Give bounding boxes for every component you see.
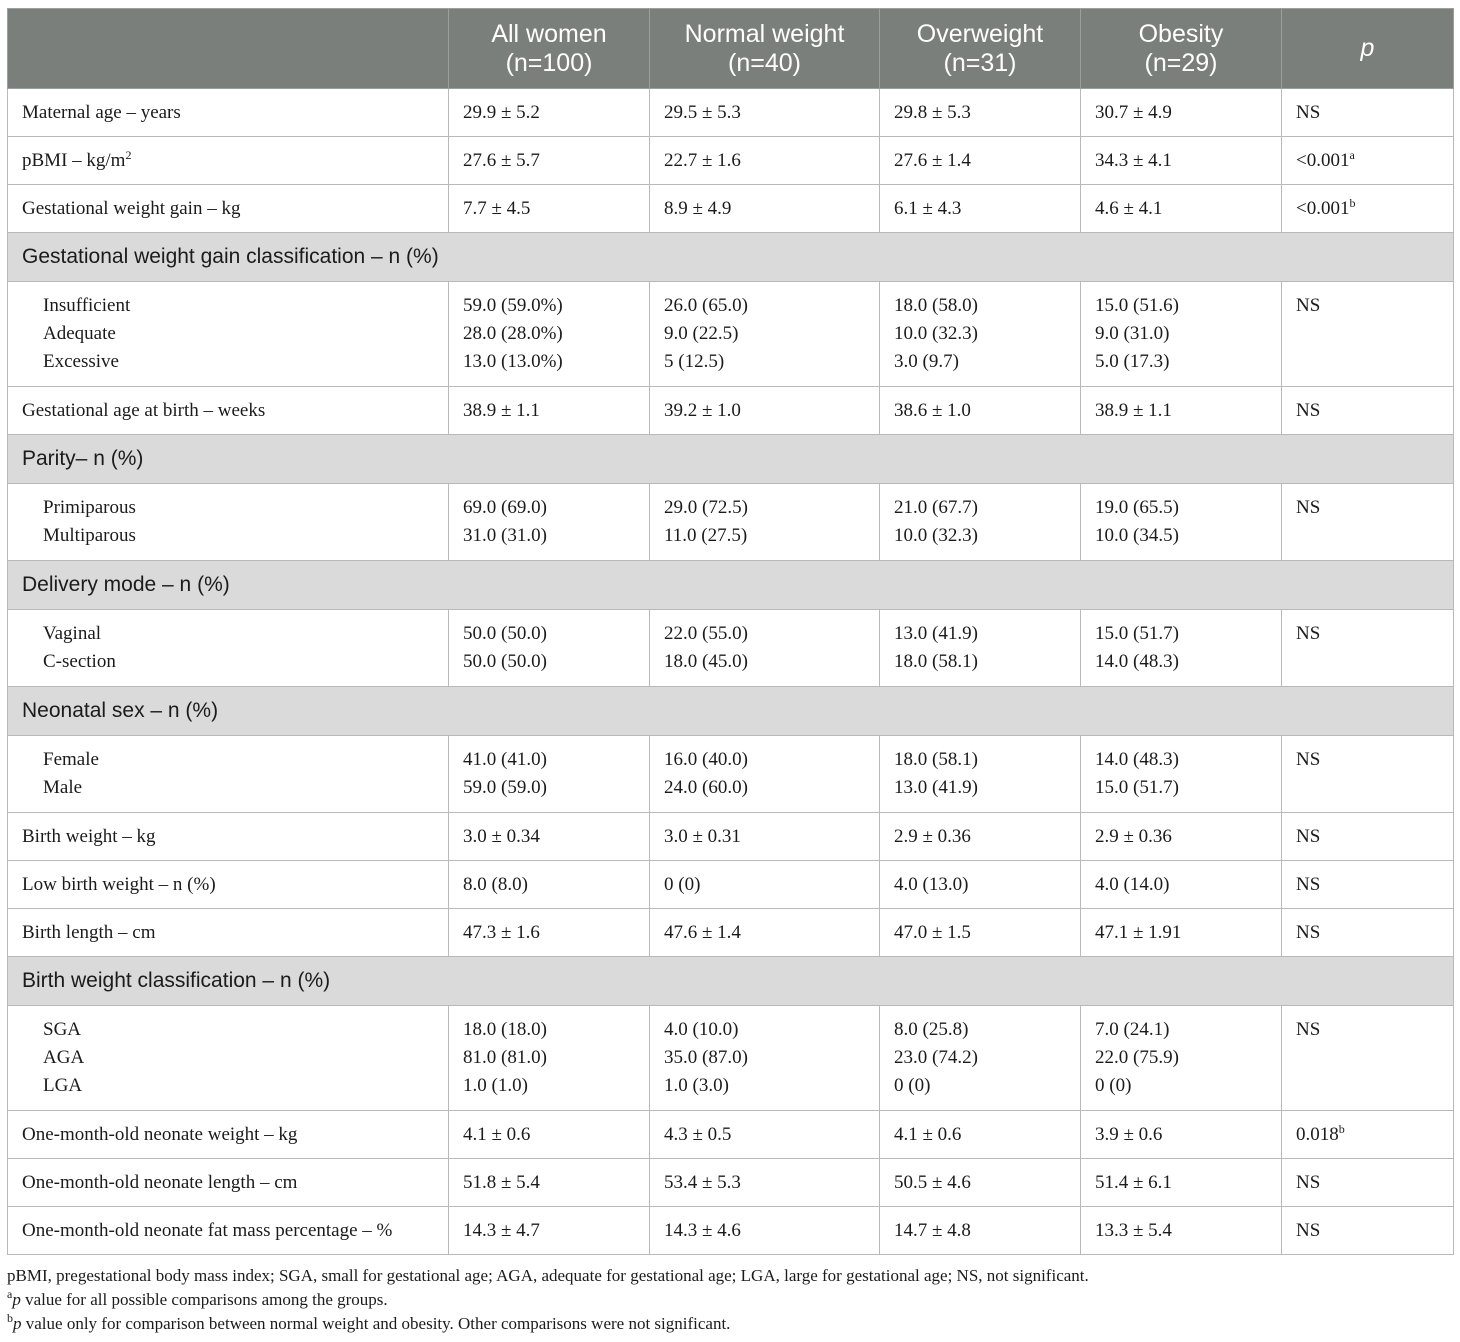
- cell-value: 29.0 (72.5): [664, 497, 748, 518]
- p-value: NS: [1296, 1171, 1321, 1193]
- value-cell: [449, 813, 650, 861]
- row-label: One-month-old neonate length – cm: [22, 1171, 298, 1193]
- row-label-cell: [8, 1159, 449, 1207]
- cell-value: 81.0 (81.0): [463, 1047, 547, 1068]
- value-cell: [1081, 137, 1282, 185]
- cell-value: 0 (0): [664, 873, 701, 895]
- value-cell: [1081, 89, 1282, 137]
- cell-value: 59.0 (59.0): [463, 777, 547, 798]
- p-value: NS: [1296, 295, 1321, 316]
- cell-value: 35.0 (87.0): [664, 1047, 748, 1068]
- cell-value: 47.6 ± 1.4: [664, 921, 741, 943]
- table-row: [8, 1159, 1454, 1207]
- value-cell: [650, 1159, 880, 1207]
- value-cell: [650, 736, 880, 813]
- footnote-b: $^b$p value only for comparison between normal weight and obesity. Other comparisons were not significant.: [7, 1311, 731, 1333]
- row-label-cell: [8, 1207, 449, 1255]
- p-value-cell: [1282, 387, 1454, 435]
- table-row: [8, 909, 1454, 957]
- p-value-cell: [1282, 610, 1454, 687]
- value-cell: [650, 282, 880, 387]
- data-table: [7, 8, 1454, 1255]
- value-cell: [880, 610, 1081, 687]
- p-value-cell: [1282, 1006, 1454, 1111]
- cell-value: 13.0 (13.0%): [463, 351, 563, 372]
- value-cell: [650, 861, 880, 909]
- cell-value: 28.0 (28.0%): [463, 323, 563, 344]
- row-label-cell: [8, 89, 449, 137]
- row-label: Birth length – cm: [22, 921, 156, 943]
- cell-value: 34.3 ± 4.1: [1095, 149, 1172, 171]
- row-label-cell: [8, 484, 449, 561]
- value-cell: [449, 736, 650, 813]
- value-cell: [650, 484, 880, 561]
- row-label-cell: [8, 909, 449, 957]
- value-cell: [1081, 484, 1282, 561]
- row-label-cell: [8, 610, 449, 687]
- sub-row-label: Insufficient: [43, 295, 131, 316]
- row-label-cell: [8, 387, 449, 435]
- cell-value: 14.0 (48.3): [1095, 651, 1179, 672]
- table-row: [8, 387, 1454, 435]
- row-label-cell: [8, 1111, 449, 1159]
- p-value-cell: [1282, 1207, 1454, 1255]
- section-header-row: [8, 233, 1454, 282]
- value-cell: [650, 813, 880, 861]
- sub-row-label: LGA: [43, 1075, 83, 1096]
- cell-value: 10.0 (34.5): [1095, 525, 1179, 546]
- cell-value: 8.9 ± 4.9: [664, 197, 732, 219]
- cell-value: 4.6 ± 4.1: [1095, 197, 1163, 219]
- table-row: [8, 1111, 1454, 1159]
- row-label: Gestational age at birth – weeks: [22, 399, 266, 421]
- cell-value: 8.0 (8.0): [463, 873, 528, 895]
- table-row-group: [8, 736, 1454, 813]
- table-row-group: [8, 282, 1454, 387]
- cell-value: 18.0 (58.1): [894, 651, 978, 672]
- cell-value: 51.8 ± 5.4: [463, 1171, 540, 1193]
- table-row: [8, 137, 1454, 185]
- value-cell: [1081, 282, 1282, 387]
- value-cell: [880, 484, 1081, 561]
- cell-value: 22.0 (55.0): [664, 623, 748, 644]
- cell-value: 4.0 (13.0): [894, 873, 969, 895]
- section-header-label: Gestational weight gain classification – n (%): [8, 233, 1454, 282]
- p-value-footnote-mark: b: [1338, 1121, 1345, 1136]
- row-label-superscript: 2: [125, 147, 132, 162]
- value-cell: [650, 1207, 880, 1255]
- cell-value: 50.0 (50.0): [463, 623, 547, 644]
- row-label: One-month-old neonate fat mass percentage – %: [22, 1219, 393, 1241]
- p-value-footnote-mark: b: [1349, 195, 1356, 210]
- cell-value: 3.0 (9.7): [894, 351, 959, 372]
- value-cell: [1081, 1111, 1282, 1159]
- cell-value: 6.1 ± 4.3: [894, 197, 962, 219]
- cell-value: 0 (0): [1095, 1075, 1132, 1096]
- cell-value: 47.1 ± 1.91: [1095, 921, 1182, 943]
- cell-value: 50.0 (50.0): [463, 651, 547, 672]
- cell-value: 5 (12.5): [664, 351, 725, 372]
- row-label-cell: [8, 137, 449, 185]
- section-header-row: [8, 561, 1454, 610]
- cell-value: 23.0 (74.2): [894, 1047, 978, 1068]
- section-header-row: [8, 957, 1454, 1006]
- cell-value: 8.0 (25.8): [894, 1019, 969, 1040]
- cell-value: 18.0 (45.0): [664, 651, 748, 672]
- value-cell: [1081, 1207, 1282, 1255]
- sub-row-label: Vaginal: [43, 623, 102, 644]
- value-cell: [1081, 185, 1282, 233]
- cell-value: 53.4 ± 5.3: [664, 1171, 741, 1193]
- p-value: NS: [1296, 623, 1321, 644]
- cell-value: 3.0 ± 0.31: [664, 825, 741, 847]
- sub-row-label: AGA: [43, 1047, 85, 1068]
- p-value-cell: [1282, 736, 1454, 813]
- section-header-label: Delivery mode – n (%): [8, 561, 1454, 610]
- cell-value: 22.0 (75.9): [1095, 1047, 1179, 1068]
- value-cell: [650, 1006, 880, 1111]
- section-header-row: [8, 435, 1454, 484]
- cell-value: 4.1 ± 0.6: [894, 1123, 962, 1145]
- value-cell: [880, 1006, 1081, 1111]
- p-value: NS: [1296, 749, 1321, 770]
- value-cell: [449, 861, 650, 909]
- cell-value: 7.0 (24.1): [1095, 1019, 1170, 1040]
- footnote-abbreviations: pBMI, pregestational body mass index; SGA, small for gestational age; AGA, adequate for gestational age; LGA, large for gestational age; NS, not significant.: [7, 1266, 1089, 1285]
- sub-row-label: Primiparous: [43, 497, 136, 518]
- header-cell-p-value: p: [1282, 9, 1454, 89]
- value-cell: [880, 1111, 1081, 1159]
- cell-value: 4.0 (10.0): [664, 1019, 739, 1040]
- value-cell: [880, 89, 1081, 137]
- table-body: [8, 89, 1454, 1255]
- table-footnotes: [7, 1264, 1453, 1336]
- p-value: <0.001: [1296, 149, 1350, 171]
- cell-value: 14.7 ± 4.8: [894, 1219, 971, 1241]
- p-value-cell: [1282, 1159, 1454, 1207]
- value-cell: [650, 137, 880, 185]
- value-cell: [880, 185, 1081, 233]
- header-cell-normal-weight: Normal weight (n=40): [650, 9, 880, 89]
- value-cell: [449, 1159, 650, 1207]
- cell-value: 9.0 (22.5): [664, 323, 739, 344]
- cell-value: 47.3 ± 1.6: [463, 921, 540, 943]
- row-label: Birth weight – kg: [22, 825, 156, 847]
- table-row: [8, 813, 1454, 861]
- p-value: <0.001: [1296, 197, 1350, 219]
- p-value-cell: [1282, 282, 1454, 387]
- cell-value: 38.6 ± 1.0: [894, 399, 971, 421]
- value-cell: [449, 1207, 650, 1255]
- row-label: Low birth weight – n (%): [22, 873, 216, 895]
- value-cell: [449, 610, 650, 687]
- value-cell: [449, 185, 650, 233]
- cell-value: 0 (0): [894, 1075, 931, 1096]
- value-cell: [1081, 813, 1282, 861]
- cell-value: 29.9 ± 5.2: [463, 101, 540, 123]
- p-value: NS: [1296, 399, 1321, 421]
- cell-value: 51.4 ± 6.1: [1095, 1171, 1172, 1193]
- row-label-cell: [8, 736, 449, 813]
- table-header: [8, 9, 1454, 89]
- cell-value: 21.0 (67.7): [894, 497, 978, 518]
- cell-value: 7.7 ± 4.5: [463, 197, 531, 219]
- cell-value: 30.7 ± 4.9: [1095, 101, 1172, 123]
- value-cell: [880, 861, 1081, 909]
- cell-value: 4.0 (14.0): [1095, 873, 1170, 895]
- section-header-row: [8, 687, 1454, 736]
- cell-value: 18.0 (58.0): [894, 295, 978, 316]
- p-value-cell: [1282, 137, 1454, 185]
- header-row: [8, 9, 1454, 89]
- section-header-label: Parity– n (%): [8, 435, 1454, 484]
- value-cell: [1081, 610, 1282, 687]
- value-cell: [650, 387, 880, 435]
- cell-value: 38.9 ± 1.1: [1095, 399, 1172, 421]
- cell-value: 13.3 ± 5.4: [1095, 1219, 1172, 1241]
- cell-value: 15.0 (51.7): [1095, 777, 1179, 798]
- row-label-cell: [8, 861, 449, 909]
- sub-row-label: Male: [43, 777, 83, 798]
- cell-value: 59.0 (59.0%): [463, 295, 563, 316]
- cell-value: 47.0 ± 1.5: [894, 921, 971, 943]
- value-cell: [1081, 1006, 1282, 1111]
- cell-value: 13.0 (41.9): [894, 777, 978, 798]
- p-value-cell: [1282, 813, 1454, 861]
- value-cell: [1081, 387, 1282, 435]
- section-header-label: Birth weight classification – n (%): [8, 957, 1454, 1006]
- cell-value: 16.0 (40.0): [664, 749, 748, 770]
- value-cell: [449, 484, 650, 561]
- sub-row-label: Adequate: [43, 323, 116, 344]
- cell-value: 10.0 (32.3): [894, 323, 978, 344]
- cell-value: 3.9 ± 0.6: [1095, 1123, 1163, 1145]
- value-cell: [880, 137, 1081, 185]
- value-cell: [650, 1111, 880, 1159]
- cell-value: 3.0 ± 0.34: [463, 825, 540, 847]
- cell-value: 27.6 ± 1.4: [894, 149, 971, 171]
- cell-value: 11.0 (27.5): [664, 525, 748, 546]
- cell-value: 69.0 (69.0): [463, 497, 547, 518]
- value-cell: [650, 185, 880, 233]
- cell-value: 10.0 (32.3): [894, 525, 978, 546]
- table-row-group: [8, 484, 1454, 561]
- footnote-a: $^a$p value for all possible comparisons among the groups.: [7, 1287, 388, 1309]
- cell-value: 24.0 (60.0): [664, 777, 748, 798]
- header-cell-overweight: Overweight (n=31): [880, 9, 1081, 89]
- value-cell: [880, 909, 1081, 957]
- row-label: Maternal age – years: [22, 101, 181, 123]
- table-row-group: [8, 610, 1454, 687]
- p-value: NS: [1296, 101, 1321, 123]
- p-value-cell: [1282, 1111, 1454, 1159]
- value-cell: [1081, 861, 1282, 909]
- cell-value: 18.0 (18.0): [463, 1019, 547, 1040]
- p-value: NS: [1296, 497, 1321, 518]
- p-value-cell: [1282, 909, 1454, 957]
- cell-value: 14.3 ± 4.6: [664, 1219, 741, 1241]
- cell-value: 5.0 (17.3): [1095, 351, 1170, 372]
- sub-row-label: Excessive: [43, 351, 119, 372]
- table-row: [8, 185, 1454, 233]
- p-value: NS: [1296, 921, 1321, 943]
- value-cell: [650, 909, 880, 957]
- p-value: NS: [1296, 825, 1321, 847]
- table-container: [7, 8, 1453, 1255]
- row-label: One-month-old neonate weight – kg: [22, 1123, 298, 1145]
- cell-value: 50.5 ± 4.6: [894, 1171, 971, 1193]
- header-cell-all-women: All women (n=100): [449, 9, 650, 89]
- cell-value: 22.7 ± 1.6: [664, 149, 741, 171]
- cell-value: 19.0 (65.5): [1095, 497, 1179, 518]
- cell-value: 41.0 (41.0): [463, 749, 547, 770]
- cell-value: 18.0 (58.1): [894, 749, 978, 770]
- cell-value: 38.9 ± 1.1: [463, 399, 540, 421]
- p-value: NS: [1296, 1219, 1321, 1241]
- p-value: 0.018: [1296, 1123, 1339, 1145]
- value-cell: [1081, 736, 1282, 813]
- cell-value: 2.9 ± 0.36: [1095, 825, 1172, 847]
- p-value: NS: [1296, 1019, 1321, 1040]
- p-value-cell: [1282, 861, 1454, 909]
- row-label: Gestational weight gain – kg: [22, 197, 241, 219]
- row-label: pBMI – kg/m: [22, 149, 126, 171]
- value-cell: [880, 1207, 1081, 1255]
- table-row: [8, 89, 1454, 137]
- table-row: [8, 861, 1454, 909]
- row-label-cell: [8, 1006, 449, 1111]
- value-cell: [880, 813, 1081, 861]
- header-cell-obesity: Obesity (n=29): [1081, 9, 1282, 89]
- cell-value: 4.1 ± 0.6: [463, 1123, 531, 1145]
- value-cell: [449, 1111, 650, 1159]
- sub-row-label: Female: [43, 749, 99, 770]
- cell-value: 4.3 ± 0.5: [664, 1123, 732, 1145]
- cell-value: 31.0 (31.0): [463, 525, 547, 546]
- value-cell: [449, 387, 650, 435]
- value-cell: [449, 909, 650, 957]
- value-cell: [650, 89, 880, 137]
- p-value-cell: [1282, 89, 1454, 137]
- value-cell: [449, 1006, 650, 1111]
- cell-value: 29.5 ± 5.3: [664, 101, 741, 123]
- p-value-cell: [1282, 185, 1454, 233]
- cell-value: 13.0 (41.9): [894, 623, 978, 644]
- value-cell: [449, 282, 650, 387]
- cell-value: 15.0 (51.6): [1095, 295, 1179, 316]
- sub-row-label: SGA: [43, 1019, 82, 1040]
- cell-value: 14.3 ± 4.7: [463, 1219, 540, 1241]
- value-cell: [449, 89, 650, 137]
- cell-value: 9.0 (31.0): [1095, 323, 1170, 344]
- table-row: [8, 1207, 1454, 1255]
- p-value-footnote-mark: a: [1349, 147, 1355, 162]
- cell-value: 15.0 (51.7): [1095, 623, 1179, 644]
- cell-value: 2.9 ± 0.36: [894, 825, 971, 847]
- sub-row-label: C-section: [43, 651, 116, 672]
- header-cell-label: [8, 9, 449, 89]
- cell-value: 39.2 ± 1.0: [664, 399, 741, 421]
- cell-value: 26.0 (65.0): [664, 295, 748, 316]
- value-cell: [1081, 909, 1282, 957]
- value-cell: [449, 137, 650, 185]
- row-label-cell: [8, 282, 449, 387]
- table-row-group: [8, 1006, 1454, 1111]
- value-cell: [880, 1159, 1081, 1207]
- cell-value: 14.0 (48.3): [1095, 749, 1179, 770]
- p-value: NS: [1296, 873, 1321, 895]
- row-label-cell: [8, 185, 449, 233]
- cell-value: 29.8 ± 5.3: [894, 101, 971, 123]
- cell-value: 27.6 ± 5.7: [463, 149, 540, 171]
- sub-row-label: Multiparous: [43, 525, 136, 546]
- value-cell: [880, 736, 1081, 813]
- value-cell: [880, 282, 1081, 387]
- row-label-cell: [8, 813, 449, 861]
- section-header-label: Neonatal sex – n (%): [8, 687, 1454, 736]
- cell-value: 1.0 (1.0): [463, 1075, 528, 1096]
- cell-value: 1.0 (3.0): [664, 1075, 729, 1096]
- p-value-cell: [1282, 484, 1454, 561]
- value-cell: [880, 387, 1081, 435]
- value-cell: [650, 610, 880, 687]
- value-cell: [1081, 1159, 1282, 1207]
